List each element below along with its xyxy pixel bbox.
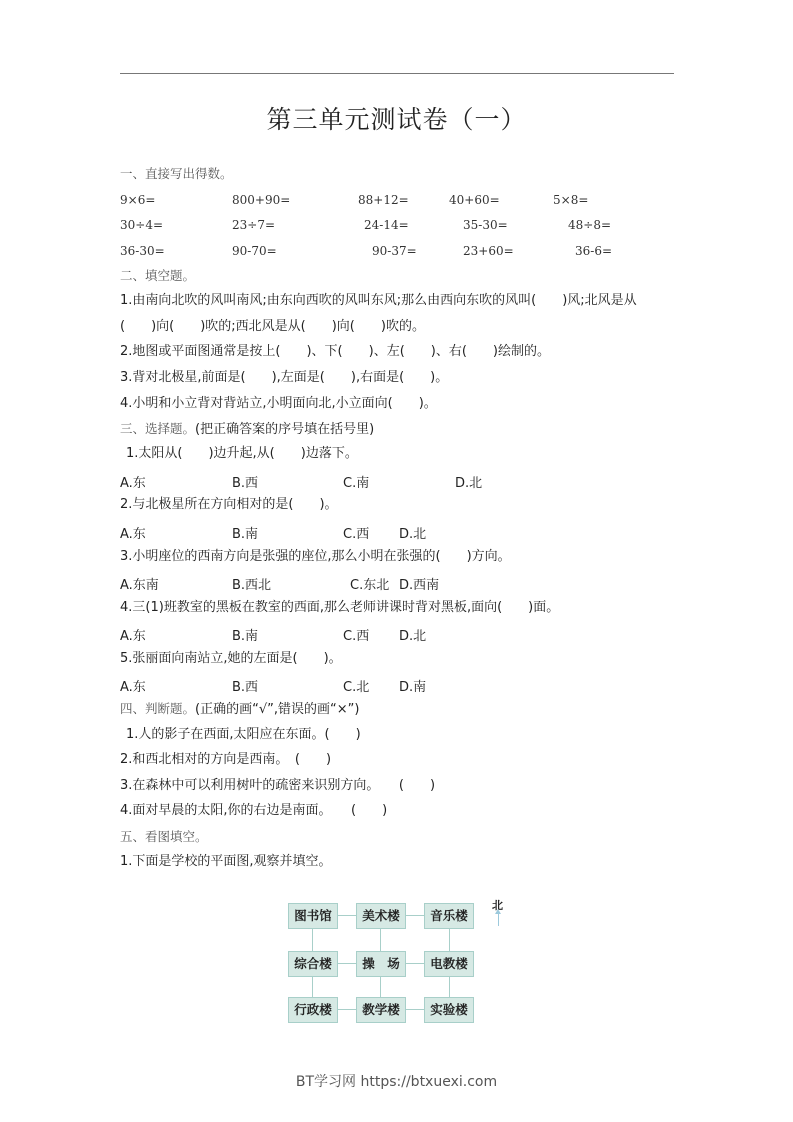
section-4-note: (正确的画“√”,错误的画“×”) — [195, 702, 360, 717]
choice-option: D.西南 — [399, 578, 440, 593]
building-complex: 综合楼 — [288, 951, 338, 977]
choice-option: B.南 — [232, 527, 259, 542]
calc-item: 800+90= — [232, 193, 291, 207]
choice-option: C.东北 — [350, 578, 390, 593]
calc-item: 90-37= — [372, 244, 417, 258]
connector — [449, 976, 450, 998]
choice-option: A.东 — [120, 680, 146, 695]
calc-item: 48÷8= — [568, 218, 612, 232]
choice-option: D.北 — [399, 527, 427, 542]
calc-item: 5×8= — [553, 193, 589, 207]
choice-option: D.南 — [399, 680, 427, 695]
calc-item: 90-70= — [232, 244, 277, 258]
fill-question-3: 3.背对北极星,前面是( ),左面是( ),右面是( )。 — [120, 370, 449, 385]
calc-item: 35-30= — [463, 218, 508, 232]
connector — [337, 963, 357, 964]
building-lab: 实验楼 — [424, 997, 474, 1023]
building-av: 电教楼 — [424, 951, 474, 977]
choice-question-4: 4.三(1)班教室的黑板在教室的西面,那么老师讲课时背对黑板,面向( )面。 — [120, 600, 560, 615]
connector — [312, 928, 313, 952]
connector — [312, 976, 313, 998]
building-playground: 操 场 — [356, 951, 406, 977]
choice-option: A.东 — [120, 629, 146, 644]
choice-option: A.东南 — [120, 578, 159, 593]
fill-question-4: 4.小明和小立背对背站立,小明面向北,小立面向( )。 — [120, 396, 437, 411]
choice-option: A.东 — [120, 476, 146, 491]
connector — [405, 963, 425, 964]
section-2-heading: 二、填空题。 — [120, 268, 196, 283]
section-3-heading — [120, 421, 374, 438]
section-4-heading — [120, 701, 359, 718]
judge-item-2: 2.和西北相对的方向是西南。 ( ) — [120, 752, 332, 767]
calc-item: 23÷7= — [232, 218, 276, 232]
building-music: 音乐楼 — [424, 903, 474, 929]
section-4-title: 四、判断题。 — [120, 701, 196, 716]
choice-option: B.西 — [232, 476, 259, 491]
choice-question-2: 2.与北极星所在方向相对的是( )。 — [120, 497, 338, 512]
choice-option: A.东 — [120, 527, 146, 542]
connector — [337, 1009, 357, 1010]
choice-option: C.北 — [343, 680, 370, 695]
choice-option: B.西 — [232, 680, 259, 695]
choice-option: C.西 — [343, 527, 370, 542]
header-rule — [120, 73, 674, 74]
judge-item-1: 1.人的影子在西面,太阳应在东面。( ) — [126, 727, 361, 742]
calc-item: 30÷4= — [120, 218, 164, 232]
building-library: 图书馆 — [288, 903, 338, 929]
calc-item: 24-14= — [364, 218, 409, 232]
connector — [405, 915, 425, 916]
section-3-note: (把正确答案的序号填在括号里) — [195, 422, 375, 437]
connector — [380, 928, 381, 952]
section-5-heading: 五、看图填空。 — [120, 829, 208, 844]
page-title: 第三单元测试卷（一） — [266, 105, 527, 134]
choice-question-5: 5.张丽面向南站立,她的左面是( )。 — [120, 651, 342, 666]
calc-item: 23+60= — [463, 244, 514, 258]
choice-question-1: 1.太阳从( )边升起,从( )边落下。 — [126, 446, 358, 461]
choice-option: B.西北 — [232, 578, 272, 593]
calc-item: 36-30= — [120, 244, 165, 258]
calc-item: 40+60= — [449, 193, 500, 207]
choice-option: D.北 — [455, 476, 483, 491]
building-admin: 行政楼 — [288, 997, 338, 1023]
choice-option: C.南 — [343, 476, 370, 491]
section-3-title: 三、选择题。 — [120, 421, 196, 436]
choice-question-3: 3.小明座位的西南方向是张强的座位,那么小明在张强的( )方向。 — [120, 549, 511, 564]
north-arrow-shaft — [498, 912, 499, 926]
calc-item: 36-6= — [575, 244, 613, 258]
fill-question-1b: ( )向( )吹的;西北风是从( )向( )吹的。 — [120, 319, 425, 334]
connector — [449, 928, 450, 952]
connector — [337, 915, 357, 916]
fill-question-2: 2.地图或平面图通常是按上( )、下( )、左( )、右( )绘制的。 — [120, 344, 550, 359]
choice-option: D.北 — [399, 629, 427, 644]
choice-option: B.南 — [232, 629, 259, 644]
connector — [380, 976, 381, 998]
calc-item: 9×6= — [120, 193, 156, 207]
map-question-1: 1.下面是学校的平面图,观察并填空。 — [120, 854, 332, 869]
fill-question-1a: 1.由南向北吹的风叫南风;由东向西吹的风叫东风;那么由西向东吹的风叫( )风;北风是从 — [120, 293, 637, 308]
connector — [405, 1009, 425, 1010]
section-1-heading: 一、直接写出得数。 — [120, 166, 233, 181]
north-label: 北 — [492, 899, 503, 912]
choice-option: C.西 — [343, 629, 370, 644]
building-art: 美术楼 — [356, 903, 406, 929]
footer-watermark: BT学习网 https://btxuexi.com — [295, 1074, 498, 1090]
calc-item: 88+12= — [358, 193, 409, 207]
judge-item-3: 3.在森林中可以利用树叶的疏密来识别方向。 ( ) — [120, 778, 436, 793]
building-teaching: 教学楼 — [356, 997, 406, 1023]
judge-item-4: 4.面对早晨的太阳,你的右边是南面。 ( ) — [120, 803, 388, 818]
